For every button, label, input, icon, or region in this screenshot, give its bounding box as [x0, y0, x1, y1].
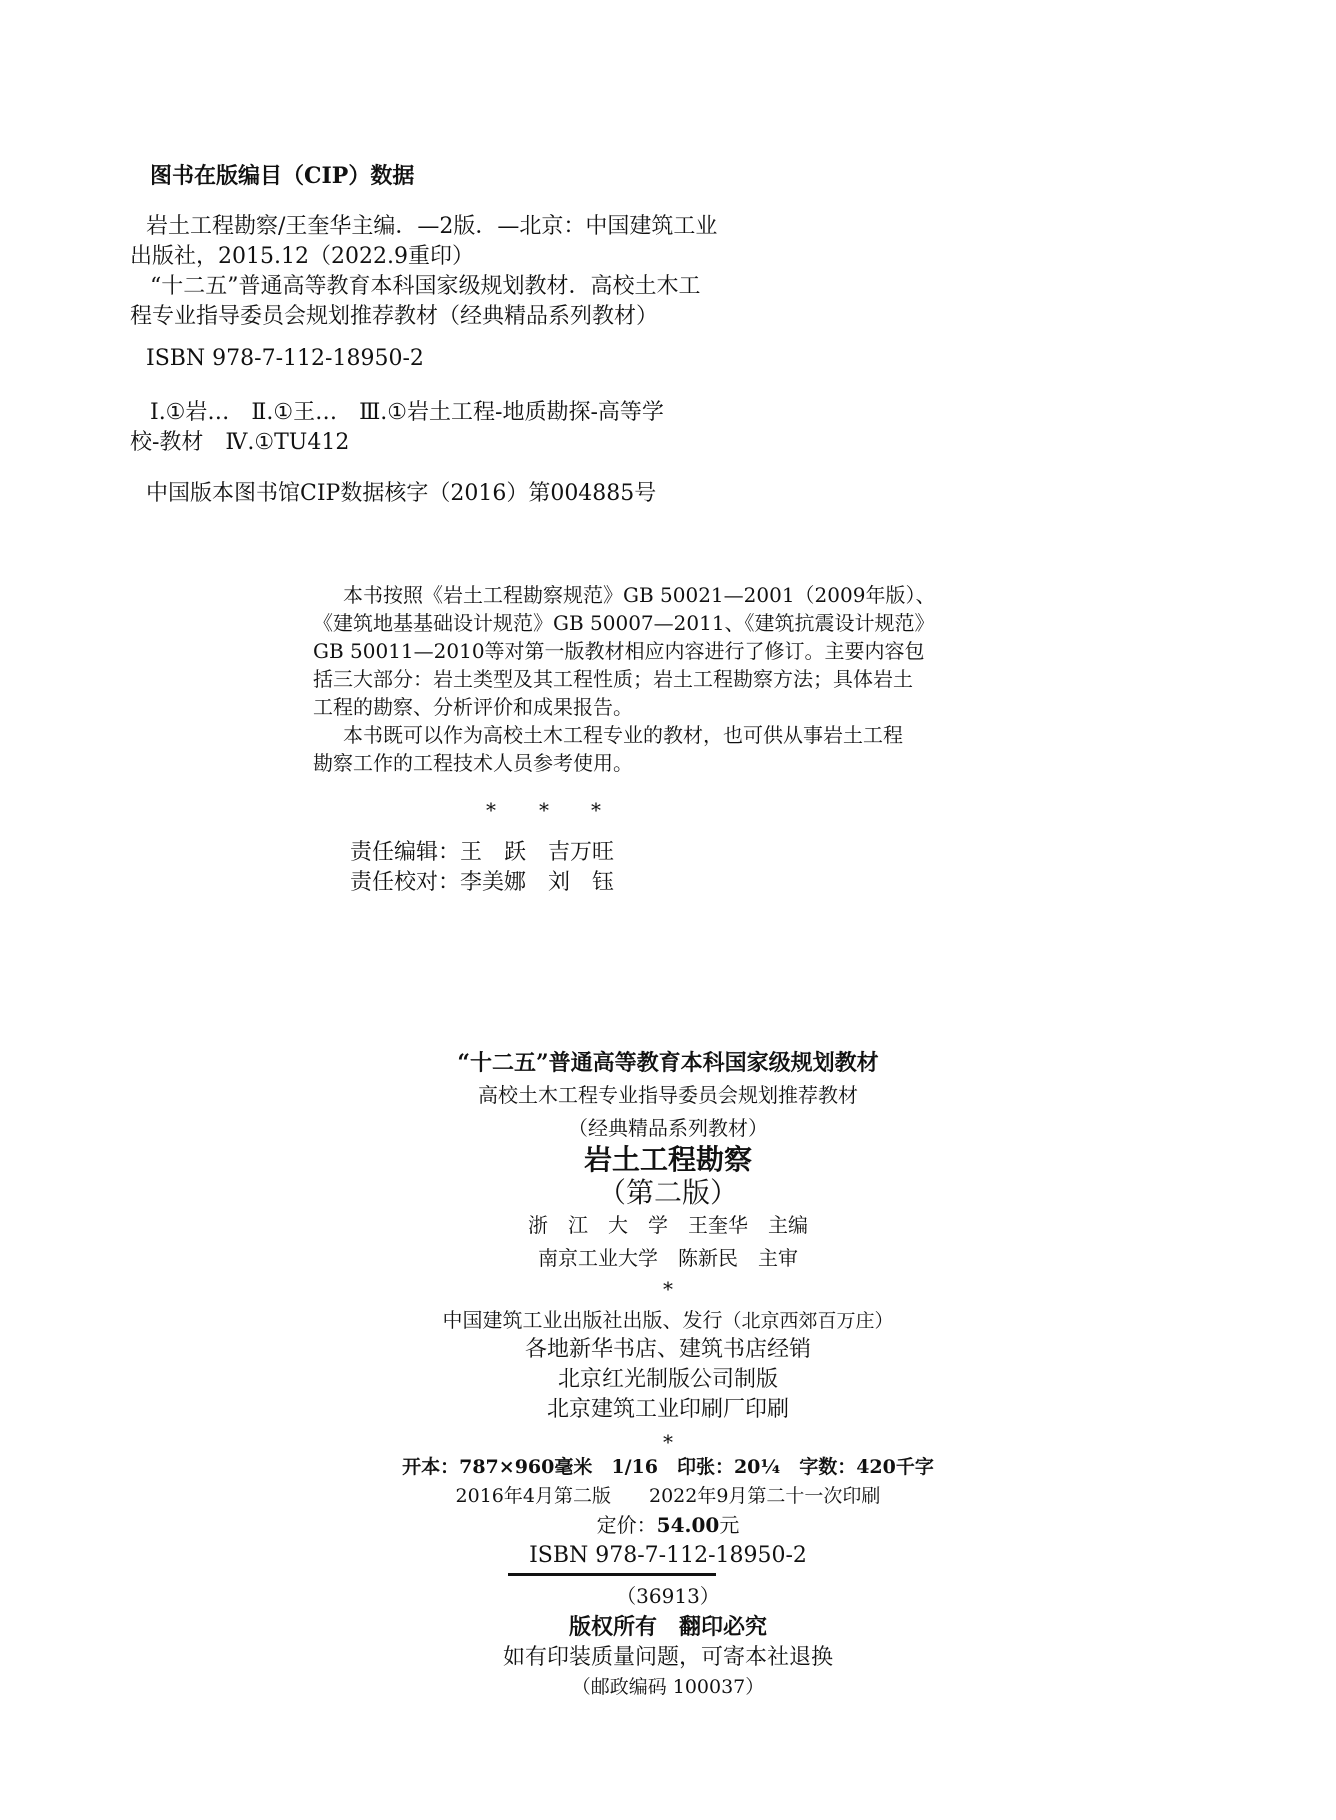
book-edition: （第二版） — [597, 1176, 738, 1209]
publisher-line — [0, 1310, 1336, 1331]
summary-line: 勘察工作的工程技术人员参考使用。 — [313, 751, 633, 775]
isbn-underline — [508, 1573, 716, 1576]
book-title: 岩土工程勘察 — [583, 1143, 752, 1176]
summary-line: 本书按照《岩土工程勘察规范》GB 50021—2001（2009年版）、 — [343, 583, 936, 607]
cip-isbn: ISBN 978-7-112-18950-2 — [146, 346, 424, 371]
distribution: 各地新华书店、建筑书店经销 — [524, 1337, 811, 1362]
separator-star: * — [486, 798, 496, 822]
platemaking: 北京红光制版公司制版 — [557, 1367, 778, 1392]
summary-line: 工程的勘察、分析评价和成果报告。 — [313, 695, 633, 719]
cip-line: 出版社，2015.12（2022.9重印） — [130, 244, 474, 269]
separator-star: * — [591, 798, 601, 822]
price-label: 定价： — [596, 1513, 657, 1537]
responsible-proofreaders: 责任校对：李美娜 刘 钰 — [350, 870, 615, 895]
summary-line: 《建筑地基基础设计规范》GB 50007—2011、《建筑抗震设计规范》 — [313, 611, 935, 635]
format-info: 开本：787×960毫米 1/16 印张：20¼ 字数：420千字 — [402, 1456, 934, 1478]
cip-line: 程专业指导委员会规划推荐教材（经典精品系列教材） — [130, 304, 659, 329]
postcode: （邮政编码 100037） — [571, 1676, 765, 1698]
imprint-star: * — [663, 1277, 673, 1301]
publisher: 中国建筑工业出版社出版、发行 — [442, 1308, 723, 1332]
cip-line: Ⅰ.①岩… Ⅱ.①王… Ⅲ.①岩土工程-地质勘探-高等学 — [150, 400, 664, 425]
summary-line: 括三大部分：岩土类型及其工程性质；岩土工程勘察方法；具体岩土 — [313, 667, 913, 691]
collection: （经典精品系列教材） — [568, 1116, 768, 1140]
isbn: ISBN 978-7-112-18950-2 — [529, 1543, 807, 1568]
cip-heading: 图书在版编目（CIP）数据 — [150, 163, 415, 189]
book-code: （36913） — [616, 1584, 720, 1608]
printing: 北京建筑工业印刷厂印刷 — [546, 1397, 789, 1422]
publisher-address: （北京西郊百万庄） — [722, 1310, 894, 1332]
cip-line: 校-教材 Ⅳ.①TU412 — [130, 430, 350, 455]
responsible-editors: 责任编辑：王 跃 吉万旺 — [350, 840, 615, 865]
chief-reviewer: 南京工业大学 陈新民 主审 — [538, 1246, 798, 1270]
cip-verification: 中国版本图书馆CIP数据核字（2016）第004885号 — [146, 481, 657, 506]
separator-star: * — [539, 798, 549, 822]
summary-line: 本书既可以作为高校土木工程专业的教材，也可供从事岩土工程 — [343, 723, 903, 747]
returns-notice: 如有印装质量问题，可寄本社退换 — [502, 1645, 833, 1670]
price-line — [0, 1515, 1336, 1535]
chief-editor: 浙 江 大 学 王奎华 主编 — [528, 1213, 808, 1237]
price: 54.00 — [656, 1513, 720, 1537]
copyright: 版权所有 翻印必究 — [568, 1614, 767, 1640]
price-unit: 元 — [719, 1513, 740, 1537]
imprint-star: * — [663, 1430, 673, 1454]
summary-line: GB 50011—2010等对第一版教材相应内容进行了修订。主要内容包 — [313, 639, 925, 663]
cip-line: “十二五”普通高等教育本科国家级规划教材．高校土木工 — [150, 274, 701, 299]
recommendation: 高校土木工程专业指导委员会规划推荐教材 — [478, 1083, 858, 1107]
cip-line: 岩土工程勘察/王奎华主编．—2版．—北京：中国建筑工业 — [146, 214, 718, 239]
series-name: “十二五”普通高等教育本科国家级规划教材 — [457, 1050, 879, 1076]
edition-date: 2016年4月第二版 2022年9月第二十一次印刷 — [455, 1485, 881, 1507]
